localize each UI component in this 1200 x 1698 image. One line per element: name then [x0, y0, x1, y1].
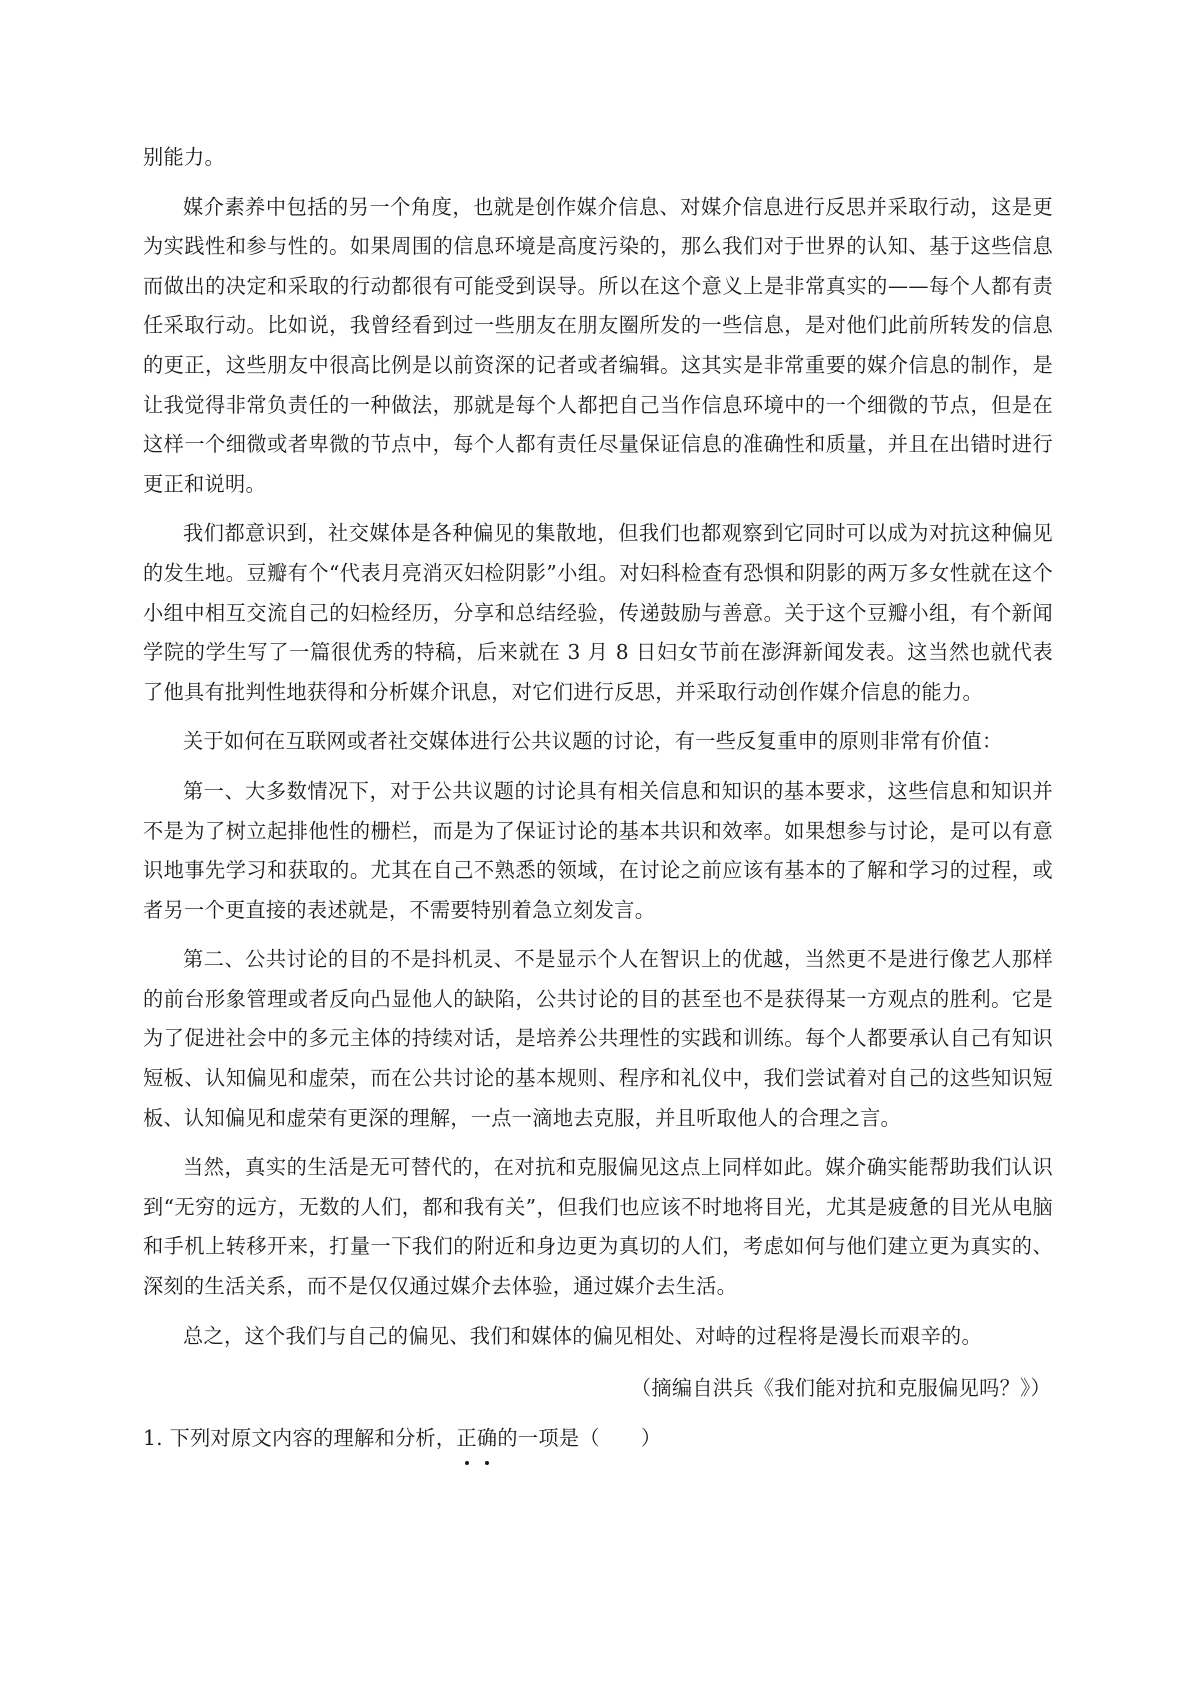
question-1 [143, 1420, 1053, 1456]
paragraph-1: 别能力。 [143, 145, 225, 169]
source-citation: （摘编自洪兵《我们能对抗和克服偏见吗？》） [630, 1376, 1051, 1401]
question-emphasis-char-1: 正 [456, 1420, 477, 1456]
paragraph-6: 第二、公共讨论的目的不是抖机灵、不是显示个人在智识上的优越，当然更不是进行像艺人那样的前台形象管理或者反向凸显他人的缺陷，公共讨论的目的甚至也不是获得某一方观点的胜利。它是为了促进社会中的多元主体的持续对话，是培养公共理性的实践和训练。每个人都要承认自己有知识短板、认知偏见和虚荣，而在公共讨论的基本规则、程序和礼仪中，我们尝试着对自己的这些知识短板、认知偏见和虚荣有更深的理解，一点一滴地去克服，并且听取他人的合理之言。 [143, 947, 1053, 1130]
paragraph-3: 我们都意识到，社交媒体是各种偏见的集散地，但我们也都观察到它同时可以成为对抗这种偏见的发生地。豆瓣有个“代表月亮消灭妇检阴影”小组。对妇科检查有恐惧和阴影的两万多女性就在这个小组中相互交流自己的妇检经历，分享和总结经验，传递鼓励与善意。关于这个豆瓣小组，有个新闻学院的学生写了一篇很优秀的特稿，后来就在 3 月 8 日妇女节前在澎湃新闻发表。这当然也就代表了他具有批判性地获得和分析媒介讯息，对它们进行反思，并采取行动创作媒介信息的能力。 [143, 521, 1053, 704]
paragraph-8: 总之，这个我们与自己的偏见、我们和媒体的偏见相处、对峙的过程将是漫长而艰辛的。 [183, 1323, 983, 1348]
paragraph-7: 当然，真实的生活是无可替代的，在对抗和克服偏见这点上同样如此。媒介确实能帮助我们认识到“无穷的远方，无数的人们，都和我有关”，但我们也应该不时地将目光，尤其是疲惫的目光从电脑和手机上转移开来，打量一下我们的附近和身边更为真切的人们，考虑如何与他们建立更为真实的、深刻的生活关系，而不是仅仅通过媒介去体验，通过媒介去生活。 [143, 1155, 1053, 1299]
paragraph-4: 关于如何在互联网或者社交媒体进行公共议题的讨论，有一些反复重申的原则非常有价值： [183, 729, 1003, 754]
question-prefix: 1. 下列对原文内容的理解和分析， [143, 1426, 457, 1451]
paragraph-2: 媒介素养中包括的另一个角度，也就是创作媒介信息、对媒介信息进行反思并采取行动，这是更为实践性和参与性的。如果周围的信息环境是高度污染的，那么我们对于世界的认知、基于这些信息而做出的决定和采取的行动都很有可能受到误导。所以在这个意义上是非常真实的——每个人都有责任采取行动。比如说，我曾经看到过一些朋友在朋友圈所发的一些信息，是对他们此前所转发的信息的更正，这些朋友中很高比例是以前资深的记者或者编辑。这其实是非常重要的媒介信息的制作，是让我觉得非常负责任的一种做法，那就是每个人都把自己当作信息环境中的一个细微的节点，但是在这样一个细微或者卑微的节点中，每个人都有责任尽量保证信息的准确性和质量，并且在出错时进行更正和说明。 [143, 194, 1053, 496]
question-suffix: 的一项是（ ） [497, 1426, 662, 1451]
document-body [143, 138, 1053, 1456]
paragraph-5: 第一、大多数情况下，对于公共议题的讨论具有相关信息和知识的基本要求，这些信息和知识并不是为了树立起排他性的栅栏，而是为了保证讨论的基本共识和效率。如果想参与讨论，是可以有意识地事先学习和获取的。尤其在自己不熟悉的领域，在讨论之前应该有基本的了解和学习的过程，或者另一个更直接的表述就是，不需要特别着急立刻发言。 [143, 778, 1053, 922]
question-emphasis-char-2: 确 [477, 1420, 498, 1456]
